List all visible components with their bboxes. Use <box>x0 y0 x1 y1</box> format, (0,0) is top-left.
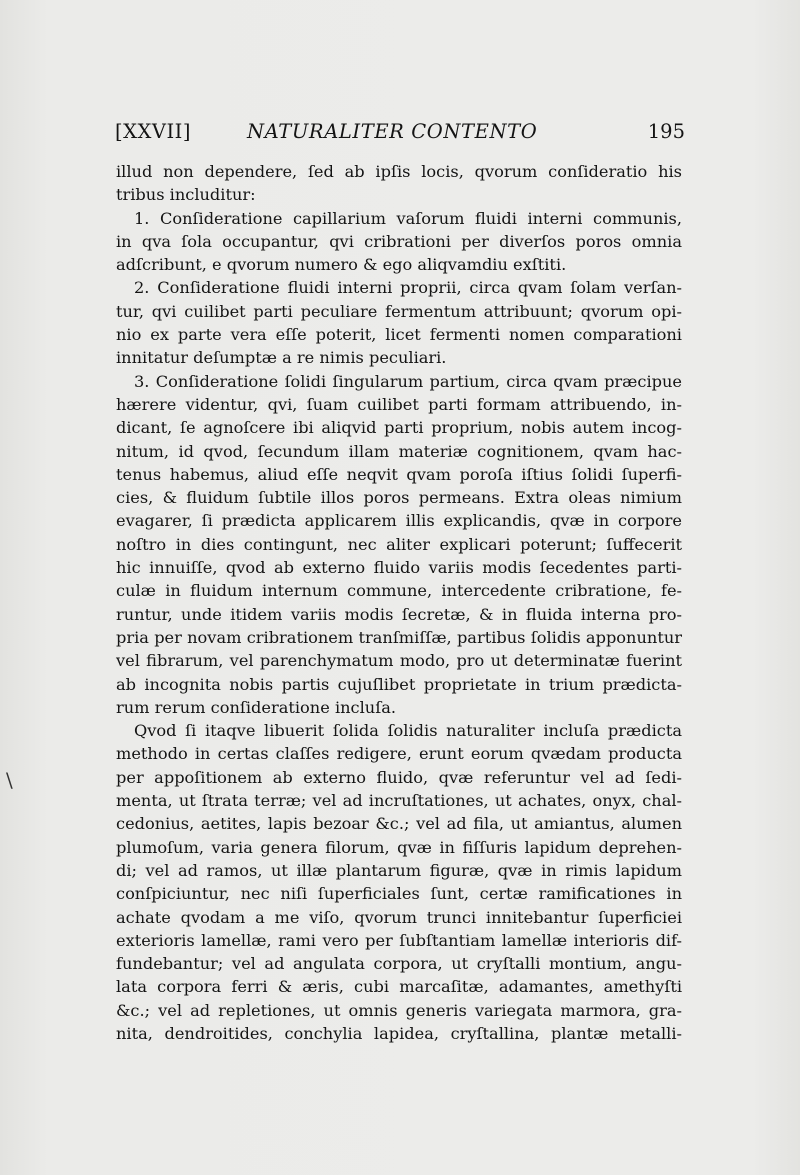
page-number: 195 <box>647 120 685 143</box>
text-line: 3. Conſideratione ſolidi ſingularum partium, circa qvam præcipue <box>134 371 682 391</box>
text-line: innitatur deſumptæ a re nimis peculiari. <box>116 348 447 368</box>
text-line: runtur, unde itidem variis modis ſecretæ, & in fluida interna pro- <box>116 604 682 624</box>
margin-mark: \ <box>6 768 13 792</box>
text-line: per appoſitionem ab externo fluido, qvæ referuntur vel ad ſedi- <box>116 767 682 787</box>
signature-mark: [XXVII] <box>115 120 191 143</box>
text-line: tur, qvi cuilibet parti peculiare fermentum attribuunt; qvorum opi- <box>116 301 682 321</box>
text-line: 1. Conſideratione capillarium vaſorum fluidi interni communis, <box>134 208 682 228</box>
text-line: nitum, id qvod, ſecundum illam materiæ cognitionem, qvam hac- <box>116 441 682 461</box>
text-line: hærere videntur, qvi, ſuam cuilibet parti formam attribuendo, in- <box>116 394 682 414</box>
text-line: cedonius, aetites, lapis bezoar &c.; vel ad fila, ut amiantus, alumen <box>116 814 682 834</box>
text-line: lata corpora ferri & æris, cubi marcaſitæ, adamantes, amethyſti <box>116 977 682 997</box>
text-line: illud non dependere, ſed ab ipſis locis, qvorum conſideratio his <box>116 162 682 181</box>
text-line: &c.; vel ad repletiones, ut omnis generis variegata marmora, gra- <box>116 1000 682 1020</box>
text-line: noſtro in dies contingunt, nec aliter explicari poterunt; ſuffecerit <box>116 534 682 554</box>
text-line: cies, & fluidum ſubtile illos poros permeans. Extra oleas nimium <box>116 488 682 508</box>
text-line: nio ex parte vera eſſe poterit, licet fermenti nomen comparationi <box>116 325 682 345</box>
text-line: hic innuiſſe, qvod ab externo fluido variis modis ſecedentes parti- <box>116 558 682 578</box>
page-body <box>116 160 682 1045</box>
text-line: di; vel ad ramos, ut illæ plantarum figuræ, qvæ in rimis lapidum <box>116 860 682 880</box>
text-line: adſcribunt, e qvorum numero & ego aliqvamdiu exſtiti. <box>116 255 567 275</box>
text-line: in qva ſola occupantur, qvi cribrationi per diverſos poros omnia <box>116 231 682 251</box>
text-line: plumoſum, varia genera filorum, qvæ in fiſſuris lapidum deprehen- <box>116 837 682 857</box>
text-line: nita, dendroitides, conchylia lapidea, cryſtallina, plantæ metalli- <box>116 1023 682 1043</box>
text-line: fundebantur; vel ad angulata corpora, ut cryſtalli montium, angu- <box>116 954 682 974</box>
text-line: menta, ut ſtrata terræ; vel ad incruſtationes, ut achates, onyx, chal- <box>116 791 682 811</box>
text-line: exterioris lamellæ, rami vero per ſubſtantiam lamellæ interioris dif- <box>116 930 682 950</box>
text-line: Qvod ſi itaqve libuerit ſolida ſolidis naturaliter incluſa prædicta <box>134 721 682 741</box>
running-header <box>115 120 685 150</box>
text-line: dicant, ſe agnoſcere ibi aliqvid parti proprium, nobis autem incog- <box>116 418 682 438</box>
text-line: rum rerum conſideratione incluſa. <box>116 697 397 717</box>
text-line: achate qvodam a me viſo, qvorum trunci innitebantur ſuperficiei <box>116 907 682 927</box>
running-title: NATURALITER CONTENTO <box>247 120 538 143</box>
text-line: tribus includitur: <box>116 185 256 205</box>
text-line: tenus habemus, aliud eſſe neqvit qvam poroſa iſtius ſolidi ſuperfi- <box>116 464 682 484</box>
text-line: methodo in certas claſſes redigere, erunt eorum qvædam producta <box>116 744 682 764</box>
text-line: culæ in fluidum internum commune, intercedente cribratione, fe- <box>116 581 682 601</box>
text-line: vel fibrarum, vel parenchymatum modo, pro ut determinatæ fuerint <box>116 651 682 671</box>
text-line: ab incognita nobis partis cujuſlibet proprietate in trium prædicta- <box>116 674 682 694</box>
text-line: pria per novam cribrationem tranſmiſſæ, partibus ſolidis apponuntur <box>116 627 682 647</box>
text-line: conſpiciuntur, nec niſi ſuperficiales ſunt, certæ ramificationes in <box>116 884 682 904</box>
text-line: evagarer, ſi prædicta applicarem illis explicandis, qvæ in corpore <box>116 511 682 531</box>
text-line: 2. Conſideratione fluidi interni proprii, circa qvam ſolam verſan- <box>134 278 682 298</box>
